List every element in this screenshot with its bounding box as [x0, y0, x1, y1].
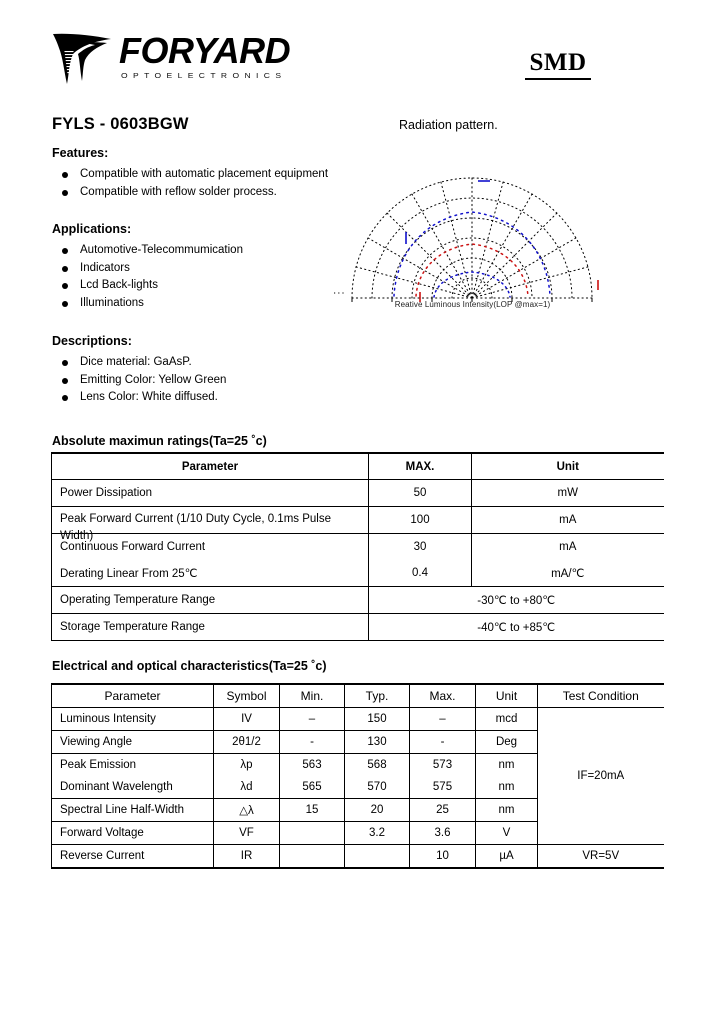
foryard-logo-icon: [51, 30, 113, 86]
cell-symbol: IR: [214, 845, 280, 869]
package-badge: [483, 50, 633, 80]
list-item-label: Indicators: [80, 261, 130, 274]
cell-max: –: [410, 708, 476, 731]
absolute-max-ratings-table: [51, 452, 664, 641]
cell-unit: mcd: [476, 708, 538, 731]
cell-max: 575: [410, 776, 476, 799]
cell-unit: Deg: [476, 731, 538, 754]
cell-parameter: Reverse Current: [52, 845, 214, 869]
list-item: [52, 372, 382, 390]
list-item-label: Lcd Back-lights: [80, 279, 158, 291]
cell-value-span: -30℃ to +80℃: [369, 587, 664, 614]
cell-test-condition: VR=5V: [538, 845, 664, 869]
descriptions-section: [52, 334, 382, 407]
table-row: [52, 507, 664, 534]
table-header-row: [52, 684, 664, 708]
cell-parameter: [52, 507, 369, 542]
features-title: Features:: [52, 146, 109, 160]
cell-parameter: Luminous Intensity: [52, 708, 214, 731]
cell-min: [280, 845, 345, 869]
bullet-icon: [62, 266, 68, 272]
bullet-icon: [62, 248, 68, 254]
column-header-symbol: Symbol: [214, 684, 280, 708]
absolute-max-ratings-title: Absolute maximun ratings(Ta=25 ˚c): [52, 434, 267, 448]
cell-max: -: [410, 731, 476, 754]
cell-parameter: Power Dissipation: [52, 480, 369, 507]
cell-typ: 150: [345, 708, 410, 731]
cell-symbol: λd: [214, 776, 280, 799]
cell-parameter: Spectral Line Half-Width: [52, 799, 214, 822]
applications-title: Applications:: [52, 222, 132, 236]
cell-unit: nm: [476, 754, 538, 777]
bullet-icon: [62, 395, 68, 401]
cell-parameter: Operating Temperature Range: [52, 587, 369, 614]
radiation-pattern-plot: [330, 160, 615, 315]
cell-symbol: IV: [214, 708, 280, 731]
cell-min: 15: [280, 799, 345, 822]
table-row: [52, 560, 664, 587]
bullet-icon: [62, 360, 68, 366]
electrical-optical-characteristics-table: [51, 683, 664, 869]
cell-unit: mA/℃: [472, 560, 664, 587]
cell-symbol: VF: [214, 822, 280, 845]
list-item: [52, 389, 382, 407]
brand-subtitle: OPTOELECTRONICS: [121, 71, 287, 80]
cell-typ: [345, 845, 410, 869]
bullet-icon: [62, 378, 68, 384]
list-item-label: Dice material: GaAsP.: [80, 356, 192, 368]
cell-parameter-line2: Width): [60, 530, 94, 542]
electrical-optical-characteristics-title: Electrical and optical characteristics(Ta=25 ˚c): [52, 659, 327, 673]
cell-parameter: Peak Emission: [52, 754, 214, 777]
list-item-label: Illuminations: [80, 296, 144, 309]
part-number: FYLS - 0603BGW: [52, 115, 189, 133]
column-header-test-condition: Test Condition: [538, 684, 664, 708]
list-item-label: Emitting Color: Yellow Green: [80, 373, 227, 386]
cell-unit: mW: [472, 480, 664, 507]
package-badge-label: SMD: [529, 49, 587, 76]
cell-typ: 568: [345, 754, 410, 777]
cell-unit: nm: [476, 799, 538, 822]
cell-typ: 20: [345, 799, 410, 822]
cell-max: 30: [369, 534, 472, 561]
cell-typ: 130: [345, 731, 410, 754]
brand-name: FORYARD: [119, 30, 291, 71]
cell-unit: V: [476, 822, 538, 845]
cell-max: 573: [410, 754, 476, 777]
cell-parameter: Derating Linear From 25℃: [52, 560, 369, 587]
cell-test-condition: IF=20mA: [538, 708, 664, 845]
cell-symbol: λp: [214, 754, 280, 777]
polar-plot-svg: [330, 160, 615, 315]
cell-parameter: Dominant Wavelength: [52, 776, 214, 799]
cell-max: 50: [369, 480, 472, 507]
cell-min: -: [280, 731, 345, 754]
table-row: [52, 587, 664, 614]
column-header-parameter: Parameter: [52, 453, 369, 480]
cell-typ: 570: [345, 776, 410, 799]
cell-parameter: Viewing Angle: [52, 731, 214, 754]
bullet-icon: [62, 190, 68, 196]
brand-text: [119, 28, 290, 81]
list-item: [52, 354, 382, 372]
brand-logo: [51, 28, 290, 86]
list-item-label: Lens Color: White diffused.: [80, 391, 218, 403]
table-row: [52, 480, 664, 507]
cell-symbol: 2θ1/2: [214, 731, 280, 754]
bullet-icon: [62, 283, 68, 289]
cell-symbol: △λ: [214, 799, 280, 822]
package-badge-underline: [525, 78, 591, 80]
column-header-parameter: Parameter: [52, 684, 214, 708]
column-header-unit: Unit: [476, 684, 538, 708]
cell-min: 565: [280, 776, 345, 799]
list-item-label: Compatible with reflow solder process.: [80, 185, 277, 198]
column-header-max: MAX.: [369, 453, 472, 480]
descriptions-list: [52, 354, 382, 407]
cell-unit: nm: [476, 776, 538, 799]
page-header: [51, 28, 663, 100]
list-item-label: Compatible with automatic placement equipment: [80, 168, 329, 180]
bullet-icon: [62, 301, 68, 307]
cell-unit: mA: [472, 507, 664, 534]
cell-typ: 3.2: [345, 822, 410, 845]
table-row: [52, 614, 664, 641]
list-item-label: Automotive-Telecommumication: [80, 244, 243, 256]
cell-parameter: Continuous Forward Current: [52, 534, 369, 561]
cell-max: 25: [410, 799, 476, 822]
cell-min: 563: [280, 754, 345, 777]
radiation-pattern-caption: Reative Luminous Intensity(LOP @max=1): [394, 300, 551, 309]
cell-value-span: -40℃ to +85℃: [369, 614, 664, 641]
cell-min: [280, 822, 345, 845]
cell-unit: µA: [476, 845, 538, 869]
table-row: [52, 845, 664, 869]
cell-parameter-line1: Peak Forward Current (1/10 Duty Cycle, 0.1ms Pulse: [60, 513, 331, 525]
column-header-unit: Unit: [472, 453, 664, 480]
cell-max: 0.4: [369, 560, 472, 587]
cell-min: –: [280, 708, 345, 731]
cell-parameter: Forward Voltage: [52, 822, 214, 845]
radiation-pattern-title: Radiation pattern.: [399, 118, 498, 132]
cell-max: 3.6: [410, 822, 476, 845]
column-header-max: Max.: [410, 684, 476, 708]
column-header-min: Min.: [280, 684, 345, 708]
cell-max: 100: [369, 507, 472, 534]
cell-max: 10: [410, 845, 476, 869]
table-row: [52, 708, 664, 731]
cell-unit: mA: [559, 541, 577, 553]
cell-parameter-clipped: [60, 507, 368, 542]
bullet-icon: [62, 172, 68, 178]
column-header-typ: Typ.: [345, 684, 410, 708]
cell-parameter: Storage Temperature Range: [52, 614, 369, 641]
descriptions-title: Descriptions:: [52, 334, 132, 348]
table-header-row: [52, 453, 664, 480]
